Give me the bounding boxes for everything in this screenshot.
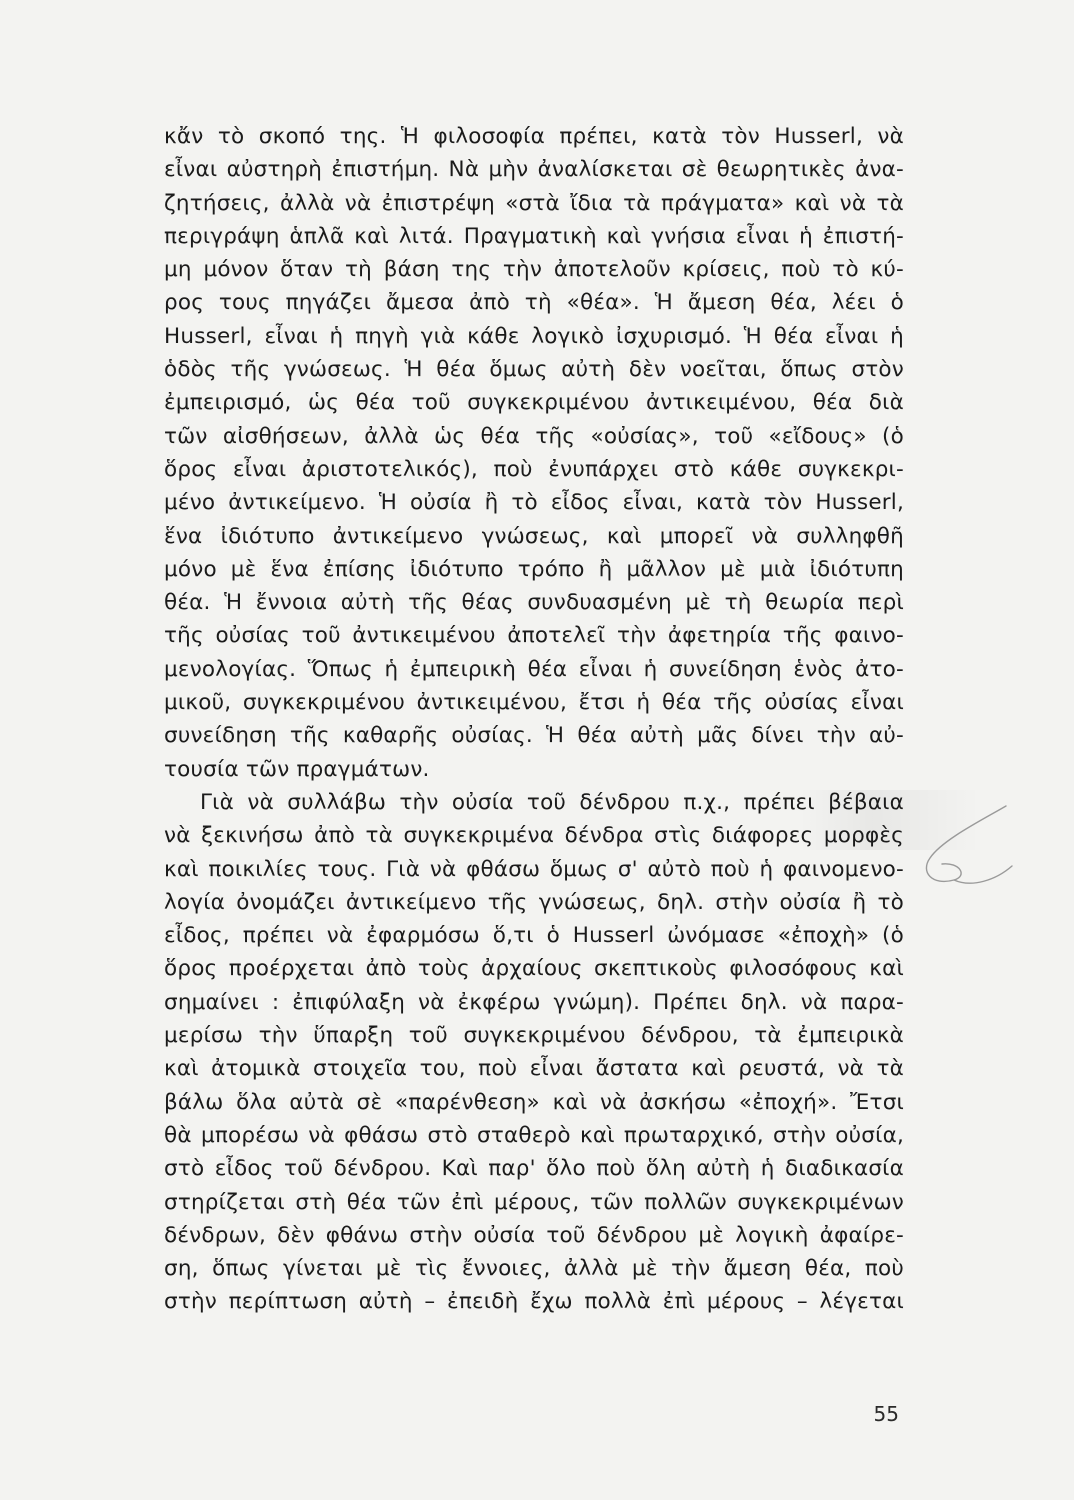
text-line: μικοῦ, συγκεκριμένου ἀντικειμένου, ἔτσι ἡ θέα τῆς οὐσίας εἶναι [164, 690, 904, 716]
text-line: βάλω ὅλα αὐτὰ σὲ «παρένθεση» καὶ νὰ ἀσκήσω «ἐποχή». Ἔτσι [164, 1089, 904, 1115]
text-line: ρος τους πηγάζει ἄμεσα ἀπὸ τὴ «θέα». Ἡ ἄμεση θέα, λέει ὁ [164, 290, 904, 316]
text-line: σημαίνει : ἐπιφύλαξη νὰ ἐκφέρω γνώμη). Πρέπει δηλ. νὰ παρα- [164, 989, 904, 1015]
text-line: μόνο μὲ ἕνα ἐπίσης ἰδιότυπο τρόπο ἢ μᾶλλον μὲ μιὰ ἰδιότυπη [164, 556, 904, 582]
text-line: τουσία τῶν πραγμάτων. [164, 756, 430, 782]
text-line: συνείδηση τῆς καθαρῆς οὐσίας. Ἡ θέα αὐτὴ μᾶς δίνει τὴν αὐ- [164, 723, 904, 749]
text-line: λογία ὀνομάζει ἀντικείμενο τῆς γνώσεως, δηλ. στὴν οὐσία ἢ τὸ [164, 889, 904, 915]
text-line: στὸ εἶδος τοῦ δένδρου. Καὶ παρ' ὅλο ποὺ ὅλη αὐτὴ ἡ διαδικασία [164, 1156, 904, 1182]
text-line: ὅρος προέρχεται ἀπὸ τοὺς ἀρχαίους σκεπτικοὺς φιλοσόφους καὶ [164, 956, 904, 982]
paragraph-2 [164, 786, 904, 1319]
body-text [164, 120, 904, 1319]
paragraph-1 [164, 120, 904, 786]
text-line: ζητήσεις, ἀλλὰ νὰ ἐπιστρέψη «στὰ ἴδια τὰ πράγματα» καὶ νὰ τὰ [164, 190, 904, 216]
text-line: μη μόνον ὅταν τὴ βάση της τὴν ἀποτελοῦν κρίσεις, ποὺ τὸ κύ- [164, 257, 904, 283]
text-line: τῆς οὐσίας τοῦ ἀντικειμένου ἀποτελεῖ τὴν ἀφετηρία τῆς φαινο- [164, 623, 904, 649]
text-line: καὶ ποικιλίες τους. Γιὰ νὰ φθάσω ὅμως σ' αὐτὸ ποὺ ἡ φαινομενο- [164, 856, 904, 882]
text-line: περιγράψη ἁπλᾶ καὶ λιτά. Πραγματικὴ καὶ γνήσια εἶναι ἡ ἐπιστή- [164, 223, 904, 249]
text-line: νὰ ξεκινήσω ἀπὸ τὰ συγκεκριμένα δένδρα στὶς διάφορες μορφὲς [164, 823, 904, 849]
text-line: τῶν αἰσθήσεων, ἀλλὰ ὡς θέα τῆς «οὐσίας», τοῦ «εἴδους» (ὁ [164, 423, 904, 449]
text-line: ἕνα ἰδιότυπο ἀντικείμενο γνώσεως, καὶ μπορεῖ νὰ συλληφθῆ [164, 523, 904, 549]
text-line: Γιὰ νὰ συλλάβω τὴν οὐσία τοῦ δένδρου π.χ., πρέπει βέβαια [200, 789, 904, 815]
pencil-annotation-mark [912, 800, 1022, 900]
text-line: μερίσω τὴν ὕπαρξη τοῦ συγκεκριμένου δένδρου, τὰ ἐμπειρικὰ [164, 1023, 904, 1049]
text-line: στὴν περίπτωση αὐτὴ – ἐπειδὴ ἔχω πολλὰ ἐπὶ μέρους – λέγεται [164, 1289, 904, 1315]
text-line: Husserl, εἶναι ἡ πηγὴ γιὰ κάθε λογικὸ ἰσχυρισμό. Ἡ θέα εἶναι ἡ [164, 323, 904, 349]
text-line: δένδρων, δὲν φθάνω στὴν οὐσία τοῦ δένδρου μὲ λογικὴ ἀφαίρε- [164, 1222, 904, 1248]
text-line: εἶναι αὐστηρὴ ἐπιστήμη. Νὰ μὴν ἀναλίσκεται σὲ θεωρητικὲς ἀνα- [164, 157, 904, 183]
text-line: στηρίζεται στὴ θέα τῶν ἐπὶ μέρους, τῶν πολλῶν συγκεκριμένων [164, 1189, 904, 1215]
text-line: ὁδὸς τῆς γνώσεως. Ἡ θέα ὅμως αὐτὴ δὲν νοεῖται, ὅπως στὸν [164, 357, 904, 383]
text-line: μενολογίας. Ὅπως ἡ ἐμπειρικὴ θέα εἶναι ἡ συνείδηση ἑνὸς ἀτο- [164, 656, 904, 682]
text-line: ἐμπειρισμό, ὡς θέα τοῦ συγκεκριμένου ἀντικειμένου, θέα διὰ [164, 390, 904, 416]
text-line: μένο ἀντικείμενο. Ἡ οὐσία ἢ τὸ εἶδος εἶναι, κατὰ τὸν Husserl, [164, 490, 904, 516]
text-line: καὶ ἀτομικὰ στοιχεῖα του, ποὺ εἶναι ἄστατα καὶ ρευστά, νὰ τὰ [164, 1056, 904, 1082]
text-line: ση, ὅπως γίνεται μὲ τὶς ἔννοιες, ἀλλὰ μὲ τὴν ἄμεση θέα, ποὺ [164, 1256, 904, 1282]
text-line: ὅρος εἶναι ἀριστοτελικός), ποὺ ἐνυπάρχει στὸ κάθε συγκεκρι- [164, 456, 904, 482]
text-line: εἶδος, πρέπει νὰ ἐφαρμόσω ὅ,τι ὁ Husserl ὠνόμασε «ἐποχὴ» (ὁ [164, 923, 904, 949]
text-line: κἄν τὸ σκοπό της. Ἡ φιλοσοφία πρέπει, κατὰ τὸν Husserl, νὰ [164, 124, 904, 149]
text-line: θὰ μπορέσω νὰ φθάσω στὸ σταθερὸ καὶ πρωταρχικό, στὴν οὐσία, [164, 1122, 904, 1148]
page-number: 55 [873, 1402, 899, 1426]
text-line: θέα. Ἡ ἔννοια αὐτὴ τῆς θέας συνδυασμένη μὲ τὴ θεωρία περὶ [164, 590, 904, 616]
